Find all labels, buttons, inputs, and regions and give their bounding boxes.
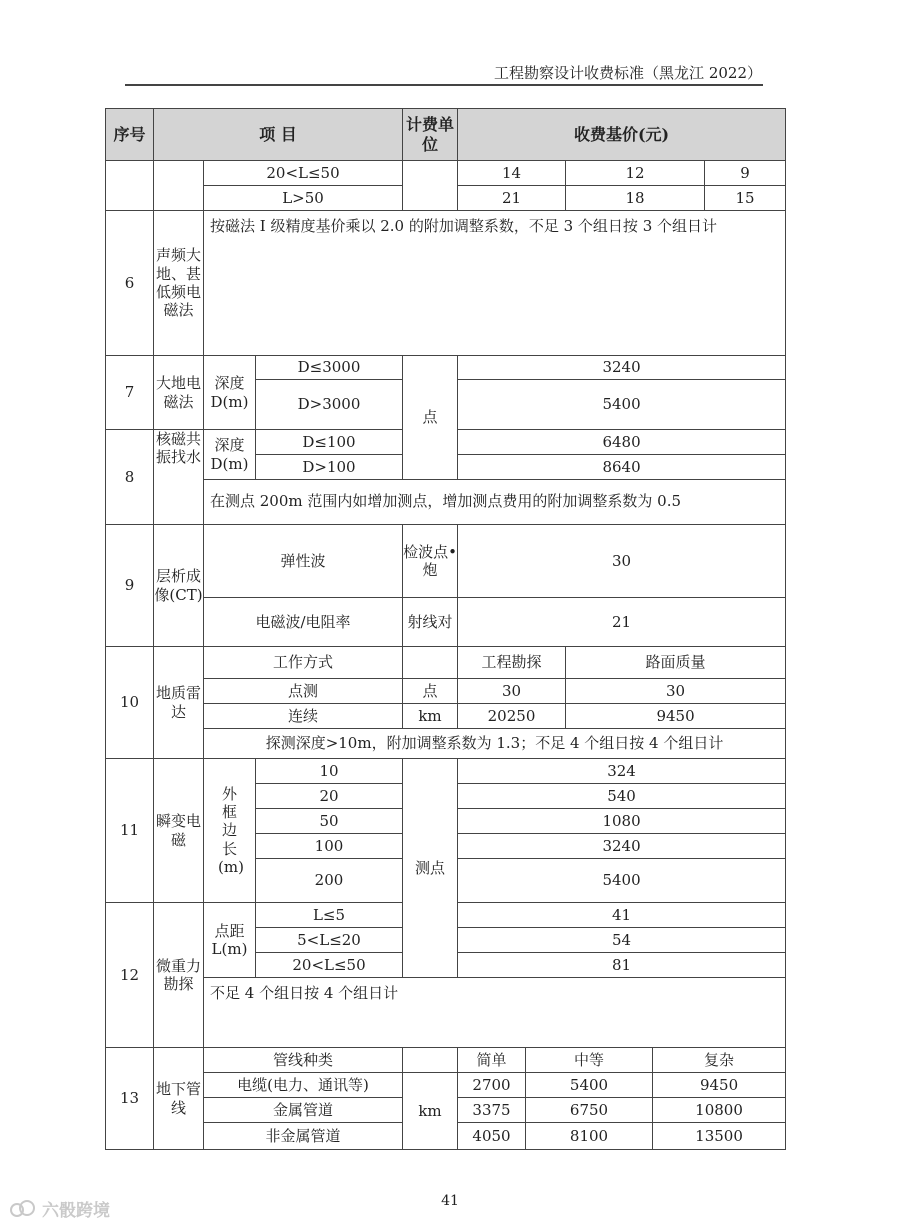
price-cell: 10800: [653, 1098, 786, 1123]
table-row: [106, 356, 786, 380]
page-header-title: 工程勘察设计收费标准（黑龙江 2022）: [494, 64, 762, 82]
col-head: 中等: [526, 1048, 653, 1073]
price-cell: 8100: [526, 1123, 653, 1150]
col-head: 路面质量: [566, 647, 786, 679]
price-cell: 18: [566, 186, 705, 211]
fee-table: [105, 108, 786, 1150]
method-cell: 弹性波: [204, 525, 403, 598]
table-row: [106, 598, 786, 647]
watermark: [10, 1196, 110, 1221]
header-item: 项 目: [154, 109, 403, 161]
price-cell: 1080: [458, 809, 786, 834]
range-cell: L>50: [204, 186, 403, 211]
method-cell: 电磁波/电阻率: [204, 598, 403, 647]
price-cell: 30: [566, 679, 786, 704]
price-cell: 21: [458, 598, 786, 647]
unit-cell: 点: [403, 679, 458, 704]
seq-cell: 13: [106, 1048, 154, 1150]
table-row: [106, 525, 786, 598]
table-header-row: [106, 109, 786, 161]
unit-cell: 射线对: [403, 598, 458, 647]
unit-cell: 测点: [403, 759, 458, 978]
header-seq: 序号: [106, 109, 154, 161]
price-cell: 20250: [458, 704, 566, 729]
param-label: 深度D(m): [204, 430, 256, 480]
type-head: 管线种类: [204, 1048, 403, 1073]
price-cell: 3240: [458, 834, 786, 859]
page-number: 41: [441, 1193, 459, 1209]
range-cell: D>3000: [256, 380, 403, 430]
range-cell: 50: [256, 809, 403, 834]
range-cell: 20: [256, 784, 403, 809]
item-name: 层析成像(CT): [154, 525, 204, 647]
seq-cell: 11: [106, 759, 154, 903]
type-cell: 电缆(电力、通讯等): [204, 1073, 403, 1098]
col-head: 简单: [458, 1048, 526, 1073]
type-cell: 非金属管道: [204, 1123, 403, 1150]
seq-cell: 12: [106, 903, 154, 1048]
type-cell: 金属管道: [204, 1098, 403, 1123]
note-cell: 在测点 200m 范围内如增加测点，增加测点费用的附加调整系数为 0.5: [204, 480, 786, 525]
note-cell: 不足 4 个组日按 4 个组日计: [204, 978, 786, 1048]
price-cell: 81: [458, 953, 786, 978]
header-price: 收费基价(元): [458, 109, 786, 161]
price-cell: 12: [566, 161, 705, 186]
table-row: [106, 647, 786, 679]
item-name: 地质雷达: [154, 647, 204, 759]
header-unit: 计费单位: [403, 109, 458, 161]
price-cell: 15: [705, 186, 786, 211]
watermark-text: 六骰跨境: [42, 1201, 110, 1221]
range-cell: D≤3000: [256, 356, 403, 380]
param-label: 点距L(m): [204, 903, 256, 978]
range-cell: D≤100: [256, 430, 403, 455]
table-row: [106, 161, 786, 186]
unit-cell: 点: [403, 356, 458, 480]
price-cell: 5400: [458, 380, 786, 430]
price-cell: 540: [458, 784, 786, 809]
price-cell: 2700: [458, 1073, 526, 1098]
item-name: 地下管线: [154, 1048, 204, 1150]
price-cell: 3375: [458, 1098, 526, 1123]
table-row: [106, 480, 786, 525]
price-cell: 5400: [458, 859, 786, 903]
unit-cell: 检波点•炮: [403, 525, 458, 598]
method-cell: 连续: [204, 704, 403, 729]
param-label: 深度D(m): [204, 356, 256, 430]
price-cell: 9450: [566, 704, 786, 729]
price-cell: 21: [458, 186, 566, 211]
table-row: [106, 759, 786, 784]
seq-cell: 10: [106, 647, 154, 759]
item-name: 核磁共振找水: [154, 430, 204, 525]
table-row: [106, 211, 786, 356]
seq-cell: 9: [106, 525, 154, 647]
table-row: [106, 704, 786, 729]
table-row: [106, 1048, 786, 1073]
item-name: 声频大地、甚低频电磁法: [154, 211, 204, 356]
item-name: 微重力勘探: [154, 903, 204, 1048]
table-row: [106, 679, 786, 704]
price-cell: 9: [705, 161, 786, 186]
seq-cell: 7: [106, 356, 154, 430]
range-cell: 20<L≤50: [256, 953, 403, 978]
price-cell: 6480: [458, 430, 786, 455]
range-cell: 100: [256, 834, 403, 859]
col-head: 复杂: [653, 1048, 786, 1073]
range-cell: L≤5: [256, 903, 403, 928]
price-cell: 5400: [526, 1073, 653, 1098]
header-rule: [125, 84, 763, 86]
price-cell: 3240: [458, 356, 786, 380]
price-cell: 9450: [653, 1073, 786, 1098]
price-cell: 30: [458, 679, 566, 704]
price-cell: 6750: [526, 1098, 653, 1123]
unit-cell: km: [403, 704, 458, 729]
price-cell: 13500: [653, 1123, 786, 1150]
range-cell: 5<L≤20: [256, 928, 403, 953]
watermark-logo-icon: [10, 1200, 38, 1218]
table-row: [106, 1073, 786, 1098]
range-cell: 20<L≤50: [204, 161, 403, 186]
param-label: 外框边长(m): [204, 759, 256, 903]
range-cell: 10: [256, 759, 403, 784]
note-cell: 探测深度>10m，附加调整系数为 1.3；不足 4 个组日按 4 个组日计: [204, 729, 786, 759]
note-cell: 按磁法 I 级精度基价乘以 2.0 的附加调整系数，不足 3 个组日按 3 个组日计: [204, 211, 786, 356]
seq-cell: 6: [106, 211, 154, 356]
seq-cell: 8: [106, 430, 154, 525]
price-cell: 30: [458, 525, 786, 598]
range-cell: D>100: [256, 455, 403, 480]
price-cell: 14: [458, 161, 566, 186]
price-cell: 41: [458, 903, 786, 928]
unit-cell: km: [403, 1073, 458, 1150]
range-cell: 200: [256, 859, 403, 903]
price-cell: 54: [458, 928, 786, 953]
price-cell: 8640: [458, 455, 786, 480]
item-name: 瞬变电磁: [154, 759, 204, 903]
table-row: [106, 978, 786, 1048]
price-cell: 4050: [458, 1123, 526, 1150]
method-head: 工作方式: [204, 647, 403, 679]
price-cell: 324: [458, 759, 786, 784]
item-name: 大地电磁法: [154, 356, 204, 430]
table-row: [106, 729, 786, 759]
method-cell: 点测: [204, 679, 403, 704]
col-head: 工程勘探: [458, 647, 566, 679]
